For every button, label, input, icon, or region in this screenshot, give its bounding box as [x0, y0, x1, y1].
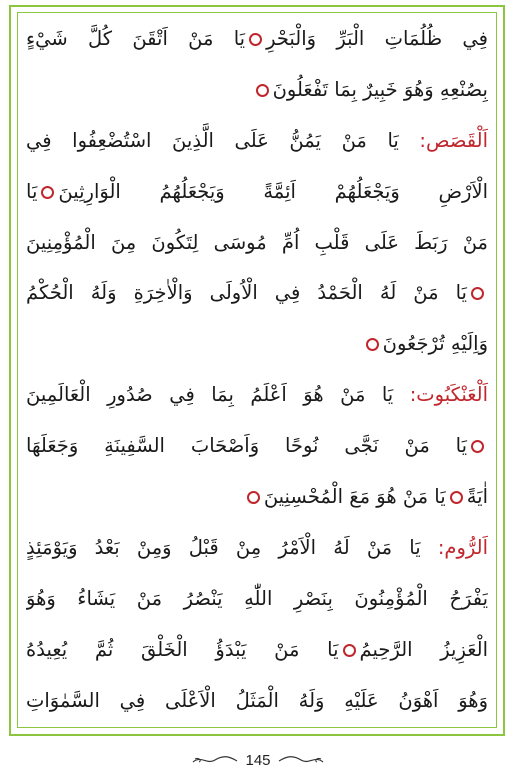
separator-circle-icon [450, 491, 463, 504]
text-line-9: يَا مَنْ نَجَّى نُوحًا وَاَصْحَابَ السَّفِينَةِ وَجَعَلَهَا [26, 421, 488, 472]
separator-circle-icon [256, 84, 269, 97]
separator-circle-icon [249, 33, 262, 46]
separator-circle-icon [471, 287, 484, 300]
separator-circle-icon [247, 491, 260, 504]
section-heading-rum: اَلرُّوم: [437, 535, 488, 559]
right-flourish-icon [277, 753, 325, 767]
separator-circle-icon [343, 644, 356, 657]
text-line-4: الْاَرْضِ وَيَجْعَلُهُمْ اَئِمَّةً وَيَجْعَلُهُمُ الْوَارِثِينَيَا [26, 179, 488, 203]
section-heading-ankabut: اَلْعَنْكَبُوت: [409, 383, 488, 407]
page-number: 145 [245, 751, 271, 769]
prayer-text-block [26, 14, 488, 726]
separator-circle-icon [471, 440, 484, 453]
page-footer [0, 748, 516, 772]
text-line-7: وَاِلَيْهِ تُرْجَعُونَ [26, 319, 488, 370]
text-line-11: اَلرُّوم: يَا مَنْ لَهُ الْاَمْرُ مِنْ قَبْلُ وَمِنْ بَعْدُ وَيَوْمَئِذٍ [26, 535, 488, 559]
separator-circle-icon [41, 186, 54, 199]
text-line-12: يَفْرَحُ الْمُؤْمِنُونَ بِنَصْرِ اللّٰهِ يَنْصُرُ مَنْ يَشَاءُ وَهُوَ [26, 586, 488, 610]
text-line-10: اٰيَةًيَا مَنْ هُوَ مَعَ الْمُحْسِنِينَ [26, 472, 488, 523]
text-line-13: الْعَزِيزُ الرَّحِيمُيَا مَنْ يَبْدَؤُ الْخَلْقَ ثُمَّ يُعِيدُهُ [26, 637, 488, 661]
text-line-1: فِي ظُلُمَاتِ الْبَرِّ وَالْبَحْرِيَا مَنْ اَتْقَنَ كُلَّ شَيْءٍ [26, 27, 488, 50]
text-line-3: اَلْقَصَص: يَا مَنْ يَمُنُّ عَلَى الَّذِينَ اسْتُضْعِفُوا فِي [26, 128, 488, 152]
text-line-5: مَنْ رَبَطَ عَلَى قَلْبِ اُمِّ مُوسَى لِتَكُونَ مِنَ الْمُؤْمِنِينَ [26, 230, 488, 254]
text-line-14: وَهُوَ اَهْوَنُ عَلَيْهِ وَلَهُ الْمَثَلُ الْاَعْلَى فِي السَّمٰوَاتِ [26, 688, 488, 712]
text-line-6: يَا مَنْ لَهُ الْحَمْدُ فِي الْاُولَى وَالْاٰخِرَةِ وَلَهُ الْحُكْمُ [26, 268, 488, 319]
separator-circle-icon [366, 338, 379, 351]
left-flourish-icon [191, 753, 239, 767]
section-heading-qasas: اَلْقَصَص: [419, 128, 488, 152]
text-line-2: بِصُنْعِهِ وَهُوَ خَبِيرٌ بِمَا تَفْعَلُونَ [26, 65, 488, 116]
text-line-8: اَلْعَنْكَبُوت: يَا مَنْ هُوَ اَعْلَمُ بِمَا فِي صُدُورِ الْعَالَمِينَ [26, 383, 488, 407]
